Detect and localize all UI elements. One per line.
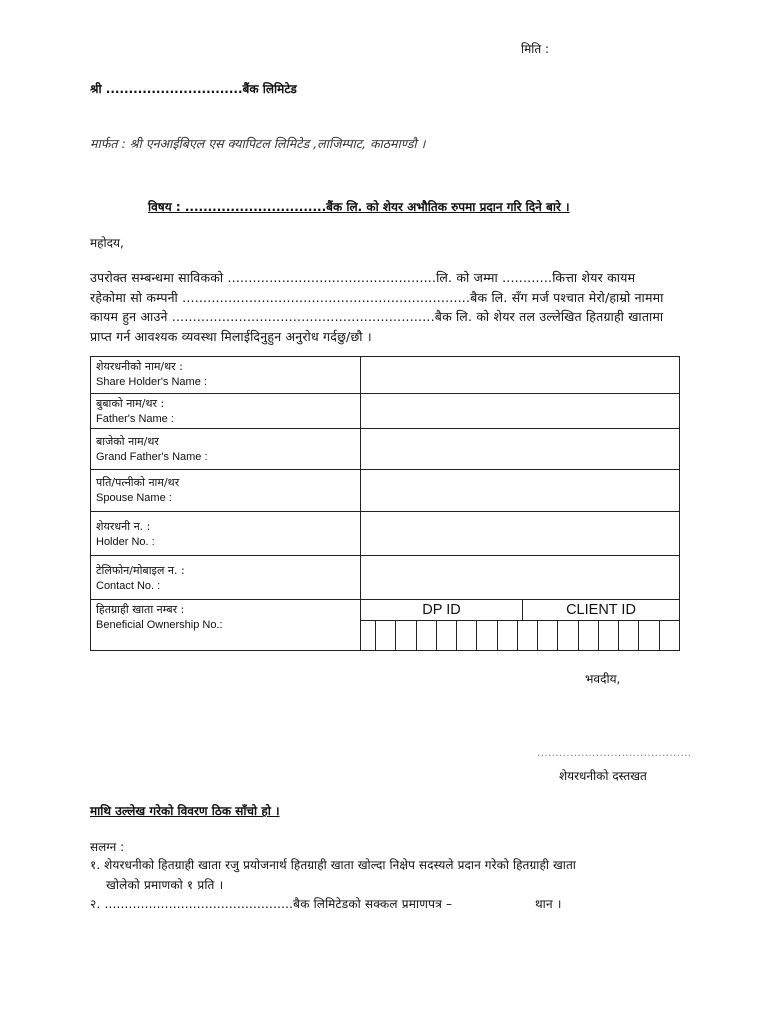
account-digit-box[interactable] xyxy=(660,621,679,650)
account-digit-box[interactable] xyxy=(518,621,538,650)
attachments-heading: सलग्न : xyxy=(90,840,125,854)
form-label-nepali: बुबाको नाम/थर : xyxy=(96,397,165,410)
father-name-field[interactable] xyxy=(361,394,680,429)
account-digit-box[interactable] xyxy=(361,621,376,650)
form-row-shareholder-name xyxy=(91,357,680,394)
body-line-4: प्राप्त गर्न आवश्यक व्यवस्था मिलाईदिनुहुन अनुरोध गर्दछु/छौ । xyxy=(90,329,372,344)
form-label xyxy=(91,357,361,394)
form-label-english: Father's Name : xyxy=(96,413,174,425)
account-digit-box[interactable] xyxy=(417,621,437,650)
form-label-nepali: बाजेको नाम/थर xyxy=(96,435,159,448)
form-row-beneficial-ownership xyxy=(91,600,680,651)
account-digit-box[interactable] xyxy=(498,621,518,650)
account-digit-box[interactable] xyxy=(477,621,497,650)
body-line-1: उपरोक्त सम्बन्धमा साविकको ..................................................लि. को जम्मा ............कित्ता शेयर कायम xyxy=(90,270,636,285)
form-label-nepali: पति/पत्नीको नाम/थर xyxy=(96,476,180,489)
body-line-2: रहेकोमा सो कम्पनी .....................................................................बैक लि. सँग मर्ज पश्चात मेरो/हाम्रो नाममा xyxy=(90,290,664,305)
declaration: माथि उल्लेख गरेको विवरण ठिक साँचो हो । xyxy=(90,804,280,818)
form-label-nepali: शेयरधनीको नाम/थर : xyxy=(96,360,183,373)
shareholder-form-table xyxy=(90,356,680,651)
signature-line: .......................................... xyxy=(537,748,692,759)
account-digit-box[interactable] xyxy=(538,621,558,650)
grandfather-name-field[interactable] xyxy=(361,429,680,470)
attachment-item-2: २. ...............................................बैक लिमिटेडको सक्कल प्रमाणपत्र – xyxy=(90,897,453,911)
form-label-nepali: टेलिफोन/मोबाइल न. : xyxy=(96,564,185,577)
contact-no-field[interactable] xyxy=(361,556,680,600)
holder-no-field[interactable] xyxy=(361,512,680,556)
client-id-header: CLIENT ID xyxy=(566,602,636,618)
dp-id-header: DP ID xyxy=(361,600,523,620)
regards: भवदीय, xyxy=(585,672,621,686)
form-label-english: Share Holder's Name : xyxy=(96,376,207,388)
form-label-english: Grand Father's Name : xyxy=(96,451,208,463)
digit-boxes xyxy=(361,621,679,650)
spouse-name-field[interactable] xyxy=(361,470,680,512)
form-row-spouse-name xyxy=(91,470,680,512)
form-row-holder-no xyxy=(91,512,680,556)
form-label xyxy=(91,470,361,512)
form-label xyxy=(91,512,361,556)
form-label-nepali: हितग्राही खाता नम्बर : xyxy=(96,603,185,616)
attachment-item-2-suffix: थान । xyxy=(535,897,562,911)
beneficial-ownership-cell xyxy=(361,600,680,651)
account-digit-box[interactable] xyxy=(457,621,477,650)
attachment-item-1-line-2: खोलेको प्रमाणको १ प्रति । xyxy=(106,878,224,892)
dp-client-header xyxy=(361,600,679,621)
form-row-contact-no xyxy=(91,556,680,600)
form-row-father-name xyxy=(91,394,680,429)
via-line: मार्फत : श्री एनआईबिएल एस क्यापिटल लिमिटेड ,लाजिम्पाट, काठमाण्डौ । xyxy=(90,136,426,151)
signature-label: शेयरधनीको दस्तखत xyxy=(559,769,647,783)
form-label xyxy=(91,429,361,470)
form-label-english: Spouse Name : xyxy=(96,492,172,504)
salutation: महोदय, xyxy=(90,236,124,250)
account-digit-box[interactable] xyxy=(437,621,457,650)
form-row-grandfather-name xyxy=(91,429,680,470)
form-label-english: Contact No. : xyxy=(96,580,161,592)
form-label-english: Beneficial Ownership No.: xyxy=(96,619,223,631)
account-digit-box[interactable] xyxy=(639,621,659,650)
account-digit-box[interactable] xyxy=(599,621,619,650)
form-label-nepali: शेयरधनी न. : xyxy=(96,520,151,533)
form-label xyxy=(91,394,361,429)
form-label xyxy=(91,600,361,651)
attachment-item-1-line-1: १. शेयरधनीको हितग्राही खाता रजु प्रयोजनार्थ हितग्राही खाता खोल्दा निक्षेप सदस्यले प्रदान गरेको हितग्राही खाता xyxy=(90,858,577,872)
form-label xyxy=(91,556,361,600)
account-digit-box[interactable] xyxy=(396,621,416,650)
body-line-3: कायम हुन आउने ...............................................................बैक लि. को शेयर तल उल्लेखित हितग्राही खातामा xyxy=(90,309,664,324)
subject-line: विषय : ...............................बैंक लि. को शेयर अभौतिक रुपमा प्रदान गरि दिने बारे । xyxy=(148,200,570,214)
date-label: मिति : xyxy=(521,42,550,56)
account-digit-box[interactable] xyxy=(376,621,396,650)
account-digit-box[interactable] xyxy=(619,621,639,650)
form-label-english: Holder No. : xyxy=(96,536,155,548)
account-digit-box[interactable] xyxy=(558,621,578,650)
shareholder-name-field[interactable] xyxy=(361,357,680,394)
account-digit-box[interactable] xyxy=(579,621,599,650)
addressee-line: श्री ..............................बैंक लिमिटेड xyxy=(90,82,297,96)
